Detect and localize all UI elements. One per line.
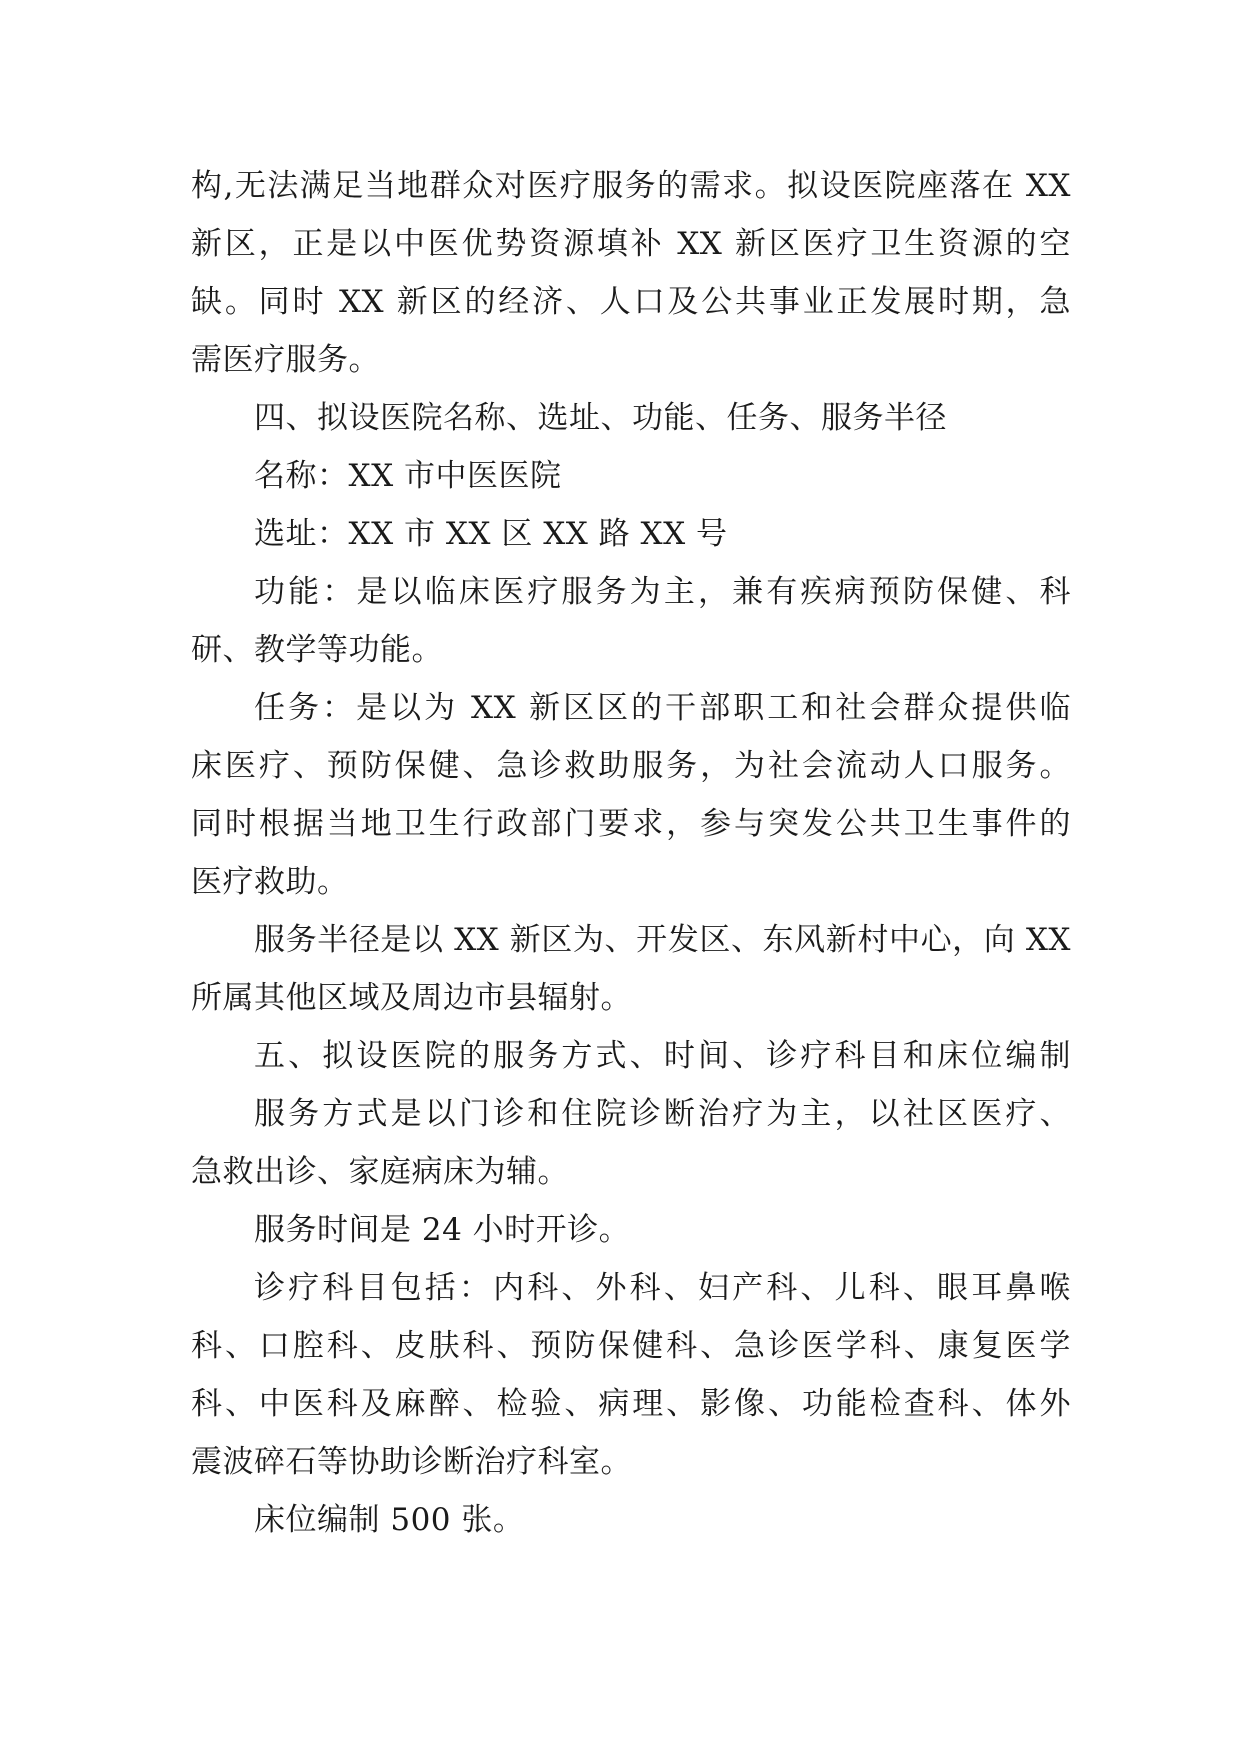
- text-line: 急救出诊、家庭病床为辅。: [191, 1154, 569, 1190]
- text-line: 任务：是以为 XX 新区区的干部职工和社会群众提供临: [254, 690, 1071, 726]
- section-heading: 五、拟设医院的服务方式、时间、诊疗科目和床位编制: [254, 1038, 1071, 1074]
- text-line: 医疗救助。: [191, 864, 349, 900]
- text-line: 同时根据当地卫生行政部门要求，参与突发公共卫生事件的: [191, 806, 1071, 842]
- text-line: 床医疗、预防保健、急诊救助服务，为社会流动人口服务。: [191, 748, 1071, 784]
- text-line: 科、中医科及麻醉、检验、病理、影像、功能检查科、体外: [191, 1386, 1071, 1422]
- text-line: 新区，正是以中医优势资源填补 XX 新区医疗卫生资源的空: [191, 226, 1071, 262]
- text-line: 选址：XX 市 XX 区 XX 路 XX 号: [254, 516, 728, 552]
- text-line: 缺。同时 XX 新区的经济、人口及公共事业正发展时期，急: [191, 284, 1071, 320]
- text-line: 构,无法满足当地群众对医疗服务的需求。拟设医院座落在 XX: [191, 168, 1071, 204]
- text-line: 名称：XX 市中医医院: [254, 458, 562, 494]
- text-line: 床位编制 500 张。: [254, 1502, 525, 1538]
- text-line: 研、教学等功能。: [191, 632, 443, 668]
- text-line: 所属其他区域及周边市县辐射。: [191, 980, 632, 1016]
- text-line: 服务时间是 24 小时开诊。: [254, 1212, 631, 1248]
- text-line: 功能：是以临床医疗服务为主，兼有疾病预防保健、科: [254, 574, 1071, 610]
- text-line: 服务半径是以 XX 新区为、开发区、东风新村中心，向 XX: [254, 922, 1071, 958]
- text-line: 诊疗科目包括：内科、外科、妇产科、儿科、眼耳鼻喉: [254, 1270, 1071, 1306]
- text-line: 科、口腔科、皮肤科、预防保健科、急诊医学科、康复医学: [191, 1328, 1071, 1364]
- text-line: 震波碎石等协助诊断治疗科室。: [191, 1444, 632, 1480]
- section-heading: 四、拟设医院名称、选址、功能、任务、服务半径: [254, 400, 947, 436]
- text-line: 需医疗服务。: [191, 342, 380, 378]
- text-line: 服务方式是以门诊和住院诊断治疗为主，以社区医疗、: [254, 1096, 1071, 1132]
